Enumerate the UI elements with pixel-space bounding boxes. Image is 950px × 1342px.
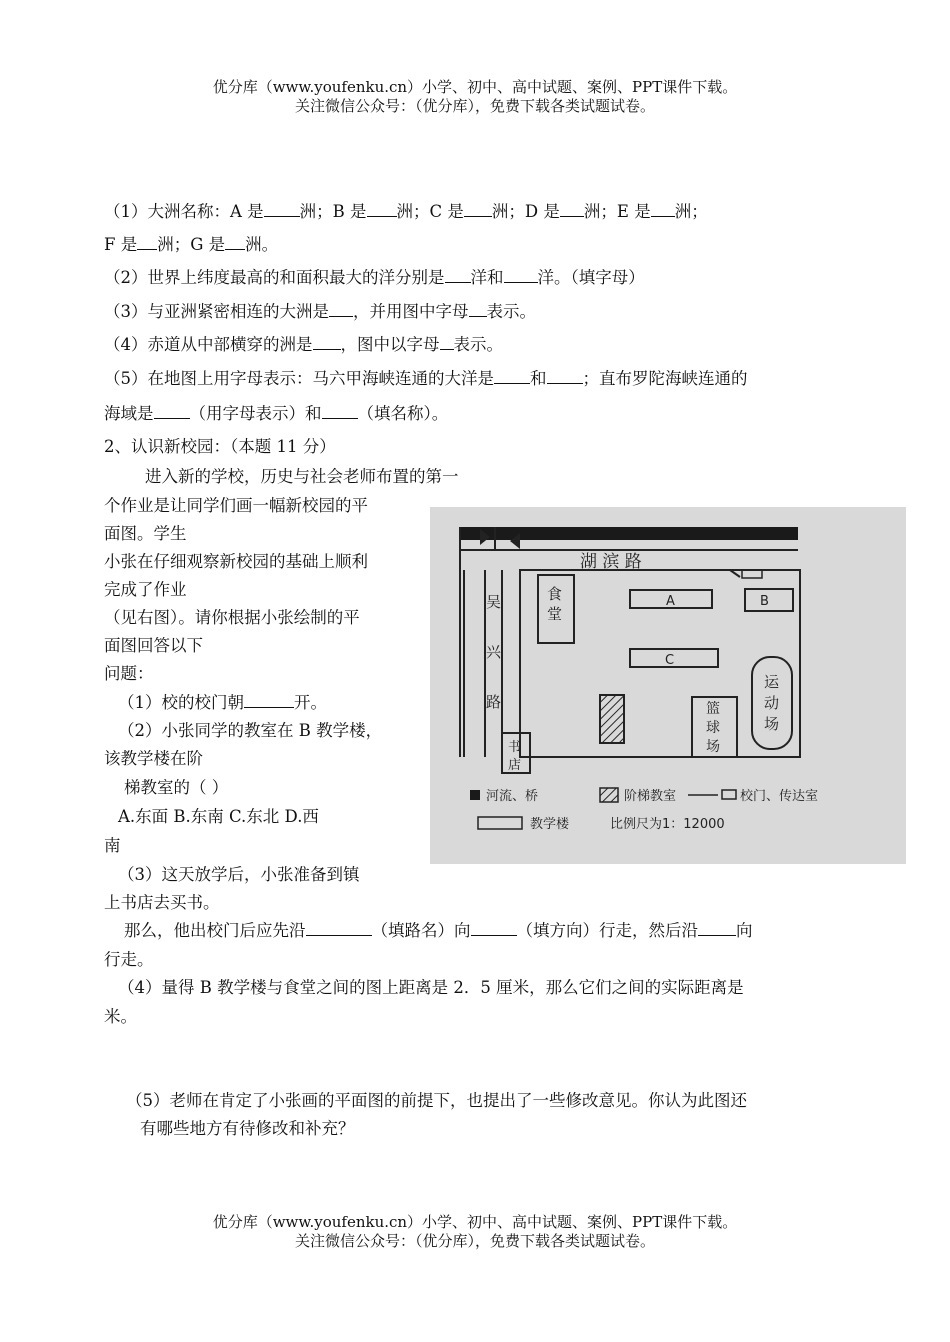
q2-para-line: 面图回答以下 — [104, 636, 203, 655]
blank[interactable] — [464, 202, 492, 217]
q2-para-line: （见右图）。请你根据小张绘制的平 — [104, 608, 360, 627]
text: （3）与亚洲紧密相连的大洲是 — [104, 302, 329, 321]
text: （填路名）向 — [371, 921, 471, 940]
text: 洲；B 是 — [299, 202, 367, 221]
blank[interactable] — [651, 202, 675, 217]
q2-item-3-cont: 行走。 — [104, 950, 154, 969]
road-left-label-3: 路 — [486, 693, 502, 711]
text: ，图中以字母 — [340, 335, 440, 354]
footer-line-1: 优分库（www.youfenku.cn）小学、初中、高中试题、案例、PPT课件下载。 — [212, 1213, 738, 1231]
blank[interactable] — [445, 268, 471, 283]
text: 开。 — [294, 693, 327, 712]
text: 洲；G 是 — [157, 235, 226, 254]
canteen-label-1: 食 — [547, 585, 563, 603]
q2-item-2-cont: 该教学楼在阶 — [104, 749, 203, 768]
legend-lecture-icon — [600, 788, 618, 802]
text: 洲。 — [245, 235, 279, 254]
q2-para-line: 个作业是让同学们画一幅新校园的平 — [104, 496, 368, 515]
legend-lecture-label: 阶梯教室 — [624, 789, 677, 804]
building-c-label: C — [665, 653, 675, 668]
q2-item-3: （3）这天放学后，小张准备到镇 — [118, 865, 360, 884]
q1-item-5-cont — [104, 400, 448, 424]
road-top-label: 湖 滨 路 — [580, 552, 642, 572]
text: （1）校的校门朝 — [118, 693, 244, 712]
text: （用字母表示）和 — [189, 404, 322, 423]
text: 洲；D 是 — [491, 202, 560, 221]
blank[interactable] — [313, 335, 341, 350]
legend-gate-label: 校门、传达室 — [740, 789, 819, 804]
blank[interactable] — [137, 235, 157, 250]
blank[interactable] — [471, 921, 517, 936]
q2-item-2: （2）小张同学的教室在 B 教学楼， — [118, 721, 383, 740]
blank[interactable] — [264, 202, 300, 217]
q2-title: 2、认识新校园：（本题 11 分） — [104, 437, 336, 456]
text: 表示。 — [453, 335, 503, 354]
basketball-label-3: 场 — [706, 739, 720, 755]
q2-item-2-options: A.东面 B.东南 C.东北 D.西 — [118, 807, 319, 826]
legend-river-icon — [470, 790, 480, 800]
text: （1）大洲名称：A 是 — [104, 202, 264, 221]
text: 向 — [736, 921, 753, 940]
text: （5）在地图上用字母表示：马六甲海峡连通的大洋是 — [104, 369, 494, 388]
sports-label-2: 动 — [764, 694, 780, 712]
blank[interactable] — [154, 404, 190, 419]
blank[interactable] — [367, 202, 397, 217]
q2-para-line: 进入新的学校，历史与社会老师布置的第一 — [145, 467, 459, 486]
text: 洋和 — [470, 268, 504, 287]
q2-item-4-cont: 米。 — [104, 1007, 137, 1026]
text: （填方向）行走，然后沿 — [516, 921, 698, 940]
basketball-label-1: 篮 — [706, 701, 720, 717]
q2-item-4: （4）量得 B 教学楼与食堂之间的图上距离是 2．5 厘米，那么它们之间的实际距离是 — [118, 978, 744, 997]
q1-item-1 — [104, 198, 708, 222]
road-left-label-2: 兴 — [486, 643, 502, 661]
river-top — [460, 527, 798, 540]
bookstore-label-2: 店 — [508, 758, 522, 773]
q1-item-2 — [104, 264, 645, 288]
text: 和 — [530, 369, 547, 388]
road-left-label-1: 吴 — [486, 593, 502, 611]
q1-item-1-cont — [104, 231, 278, 255]
text: （填名称）。 — [357, 404, 449, 423]
blank[interactable] — [440, 335, 454, 350]
legend-gate-icon — [722, 790, 736, 799]
q2-item-5: （5）老师在肯定了小张画的平面图的前提下，也提出了一些修改意见。你认为此图还 — [126, 1091, 747, 1110]
blank[interactable] — [329, 302, 353, 317]
school-map-figure — [430, 507, 906, 864]
text: 表示。 — [486, 302, 536, 321]
text: 洲；E 是 — [583, 202, 651, 221]
blank[interactable] — [225, 235, 245, 250]
map-scale-label: 比例尺为1：12000 — [610, 817, 725, 832]
blank[interactable] — [322, 404, 358, 419]
legend-river-label: 河流、桥 — [486, 789, 539, 804]
blank[interactable] — [698, 921, 736, 936]
q2-item-3-cont — [124, 917, 753, 941]
q1-item-5 — [104, 365, 748, 389]
blank[interactable] — [560, 202, 584, 217]
school-map-svg — [430, 507, 906, 864]
legend-teaching-icon — [478, 817, 522, 829]
text: 洲；C 是 — [396, 202, 464, 221]
q2-item-2-cont: 梯教室的（ ） — [124, 778, 229, 797]
q2-para-line: 面图。学生 — [104, 524, 187, 543]
teaching-building-b — [745, 589, 793, 611]
header-line-1: 优分库（www.youfenku.cn）小学、初中、高中试题、案例、PPT课件下载。 — [212, 78, 738, 96]
sports-label-1: 运 — [764, 673, 780, 691]
footer-line-2: 关注微信公众号：（优分库），免费下载各类试题试卷。 — [294, 1232, 655, 1250]
blank[interactable] — [469, 302, 487, 317]
blank[interactable] — [547, 369, 583, 384]
building-b-label: B — [760, 594, 769, 609]
blank[interactable] — [306, 921, 372, 936]
blank[interactable] — [244, 693, 294, 708]
school-gate-icon — [742, 570, 762, 578]
q2-para-line: 完成了作业 — [104, 580, 187, 599]
text: ；直布罗陀海峡连通的 — [582, 369, 748, 388]
basketball-label-2: 球 — [706, 720, 720, 736]
q1-item-4 — [104, 331, 503, 355]
q2-para-line: 小张在仔细观察新校园的基础上顺利 — [104, 552, 368, 571]
lecture-hall — [600, 695, 624, 743]
blank[interactable] — [494, 369, 530, 384]
page-footer — [0, 1213, 950, 1251]
header-line-2: 关注微信公众号：（优分库），免费下载各类试题试卷。 — [294, 97, 655, 115]
text: 海域是 — [104, 404, 154, 423]
q2-item-2-options-cont: 南 — [104, 836, 121, 855]
building-a-label: A — [666, 594, 675, 609]
q1-item-3 — [104, 298, 536, 322]
canteen-label-2: 堂 — [547, 605, 563, 623]
text: （4）赤道从中部横穿的洲是 — [104, 335, 313, 354]
text: F 是 — [104, 235, 138, 254]
blank[interactable] — [504, 268, 538, 283]
legend-teaching-label: 教学楼 — [530, 817, 570, 832]
q2-item-5-cont: 有哪些地方有待修改和补充？ — [140, 1119, 355, 1138]
sports-label-3: 场 — [764, 715, 780, 733]
text: 洲； — [674, 202, 708, 221]
bookstore-label-1: 书 — [508, 740, 522, 755]
text: 洋。（填字母） — [537, 268, 645, 287]
q2-item-3-cont: 上书店去买书。 — [104, 893, 220, 912]
text: （2）世界上纬度最高的和面积最大的洋分别是 — [104, 268, 445, 287]
q2-item-1 — [118, 689, 327, 713]
page-header — [0, 78, 950, 116]
text: 那么，他出校门后应先沿 — [124, 921, 306, 940]
q2-para-line: 问题： — [104, 664, 154, 683]
text: ，并用图中字母 — [353, 302, 469, 321]
